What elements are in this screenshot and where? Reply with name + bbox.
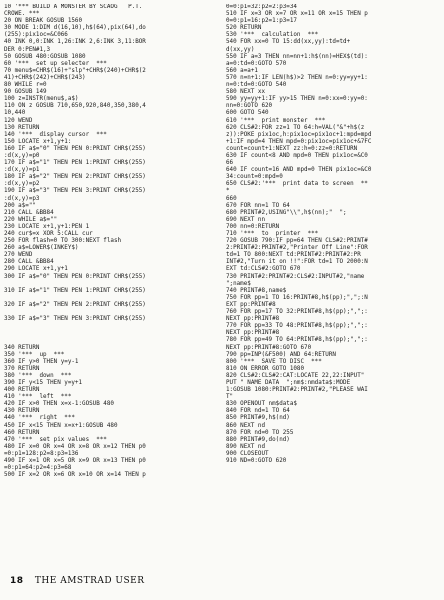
page-footer bbox=[10, 576, 145, 586]
code-line: 450 IF x<15 THEN x=x+1:GOSUB 480 bbox=[4, 422, 118, 429]
publication-name: THE AMSTRAD USER bbox=[34, 576, 145, 586]
code-line: nn=0:GOTO 620 bbox=[226, 103, 273, 110]
code-line: 130 RETURN bbox=[4, 124, 40, 131]
code-line: 470 '*** set pix values *** bbox=[4, 436, 107, 443]
code-line: 870 FOR nd=0 TO 255 bbox=[226, 429, 294, 436]
code-line: 190 IF a$="3" THEN PEN 3:PRINT CHR$(255) bbox=[4, 188, 146, 195]
code-line: EXT td:CLS#2:GOTO 670 bbox=[226, 266, 301, 273]
code-line: 320 IF a$="2" THEN PEN 2:PRINT CHR$(255) bbox=[4, 301, 146, 308]
code-line: 440 '*** right *** bbox=[4, 415, 75, 422]
code-line: 41)+CHR$(242)+CHR$(243) bbox=[4, 74, 86, 81]
code-line: 80 WHILE r=0 bbox=[4, 82, 47, 89]
code-line: 34:count=0:mpd=0 bbox=[226, 174, 283, 181]
code-line: PUT " NAME DATA ";nm$:nmdata$:MODE bbox=[226, 379, 351, 386]
code-line: 890 NEXT nd bbox=[226, 443, 266, 450]
code-line: 110 ON z GOSUB 710,650,920,840,350,380,4 bbox=[4, 103, 146, 110]
code-line: 270 WEND bbox=[4, 252, 33, 259]
code-line: 240 cur$=x XOR 5:CALL cur bbox=[4, 231, 93, 237]
code-line: 730 PRINT#2:PRINT#2:CLS#2:INPUT#2,"name bbox=[226, 273, 365, 280]
code-line: NEXT pp:PRINT#8 bbox=[226, 330, 280, 337]
code-line: 600 GOTO 540 bbox=[226, 110, 269, 117]
code-line: 640 IF count=16 AND mpd=0 THEN pix1oc=&C0 bbox=[226, 167, 372, 174]
code-line: 160 IF a$="0" THEN PEN 0:PRINT CHR$(255) bbox=[4, 145, 146, 152]
code-line: 840 FOR nd=1 TO 64 bbox=[226, 408, 290, 415]
code-line: 500 IF x=2 OR x=6 OR x=10 OR x=14 THEN p bbox=[4, 472, 146, 479]
code-line: 780 FOR pp=49 TO 64:PRINT#8,h$(pp);",";: bbox=[226, 337, 368, 344]
code-line: 210 CALL &BB84 bbox=[4, 209, 54, 216]
code-line: 230 LOCATE x+1,y+1:PEN 1 bbox=[4, 223, 90, 230]
code-line bbox=[4, 330, 218, 337]
code-line: 10 '*** BUILD A MONSTER BY SCAOG P.T. bbox=[4, 4, 143, 10]
listing-column-right bbox=[226, 4, 440, 560]
code-line: 1:GOSUB 1080:PRINT#2:PRINT#2,"PLEASE WAI bbox=[226, 387, 368, 394]
code-line: 900 CLOSEOUT bbox=[226, 450, 269, 457]
code-line: EXT pp:PRINT#8 bbox=[226, 301, 276, 308]
code-line: 490 IF x=1 OR x=5 OR x=9 OR x=13 THEN p0 bbox=[4, 458, 146, 464]
code-line: +1:IF mpd=4 THEN mpd=0:pix1oc=pix1oc+&7FC bbox=[226, 138, 372, 145]
code-line: 340 RETURN bbox=[4, 344, 40, 351]
code-line: 220 WHILE a$="" bbox=[4, 216, 58, 223]
code-line: 860 NEXT nd bbox=[226, 422, 266, 429]
code-line: 180 IF a$="2" THEN PEN 2:PRINT CHR$(255) bbox=[4, 174, 146, 181]
code-line bbox=[4, 337, 218, 344]
code-line: z)):POKE pix1oc,h:pix1oc=pix1oc+1:mpd=mpd bbox=[226, 131, 372, 138]
code-line: 650 CLS#2:'*** print data to screen ** bbox=[226, 181, 368, 188]
code-line: 40 INK 0,0:INK 1,26:INK 2,6:INK 3,11:BOR bbox=[4, 39, 146, 46]
code-line: 560 a=a+1 bbox=[226, 67, 258, 74]
code-line: 410 '*** left *** bbox=[4, 394, 72, 401]
code-line: 530 '*** calculation *** bbox=[226, 32, 319, 39]
code-line: 880 PRINT#9,do(nd) bbox=[226, 436, 290, 443]
code-line: =0:p1=64:p2=4:p3=68 bbox=[4, 465, 72, 472]
code-line: DER 0:PEN#1,3 bbox=[4, 46, 51, 53]
code-line: INT#2,"Turn it on !!":FOR td=1 TO 2000:N bbox=[226, 259, 368, 266]
code-line: 910 ND=0:GOTO 620 bbox=[226, 458, 287, 464]
code-line: 360 IF y>0 THEN y=y-1 bbox=[4, 358, 79, 365]
code-line: n=0:td=0:GOTO 540 bbox=[226, 82, 287, 89]
code-line: 550 IF a=3 THEN nn=nn+1:h$(nn)=HEX$(td): bbox=[226, 53, 368, 60]
code-line: 520 RETURN bbox=[226, 25, 262, 32]
code-line: 390 IF y<15 THEN y=y+1 bbox=[4, 379, 83, 386]
code-line: 740 PRINT#8,name$ bbox=[226, 287, 287, 294]
code-line: 30 MODE 1:DIM d(16,10),h$(64),pix(64),do bbox=[4, 25, 146, 32]
page-number: 18 bbox=[10, 576, 24, 586]
code-line: (255):pix1oc=&C066 bbox=[4, 32, 68, 39]
code-line: ";name$ bbox=[226, 280, 251, 287]
code-line: 370 RETURN bbox=[4, 365, 40, 372]
code-line: 610 '*** print monster *** bbox=[226, 117, 326, 124]
code-line: 150 LOCATE x+1,y+1: bbox=[4, 138, 72, 145]
code-line bbox=[4, 323, 218, 330]
code-line: 630 IF count<8 AND mpd=0 THEN pix1oc=&C0 bbox=[226, 152, 368, 159]
code-line: 350 '*** up *** bbox=[4, 351, 65, 358]
code-line: :d(x,y)=p1 bbox=[4, 167, 40, 174]
code-line: 430 RETURN bbox=[4, 408, 40, 415]
code-line: 250 FOR flash=0 TO 300:NEXT flash bbox=[4, 238, 122, 245]
code-line: 290 LOCATE x+1,y+1 bbox=[4, 266, 68, 273]
code-line: 0=0:p1=32:p2=2:p3=34 bbox=[226, 4, 297, 10]
code-line bbox=[4, 309, 218, 316]
code-line: 790 pp=INP(&F500) AND 64:RETURN bbox=[226, 351, 336, 358]
code-line: td=1 TO 800:NEXT td:PRINT#2:PRINT#2:PR bbox=[226, 252, 361, 259]
code-line: 0=0:p1=16:p2=1:p3=17 bbox=[226, 18, 297, 25]
code-line: 620 CLS#2:FOR zz=1 TO 64:h=VAL("&"+h$(z bbox=[226, 124, 365, 131]
code-line: :d(x,y)=p2 bbox=[4, 181, 40, 188]
code-line: 680 PRINT#2,USING"\\",h$(nn);" "; bbox=[226, 209, 347, 216]
code-line: 60 '*** set up selecter *** bbox=[4, 60, 107, 67]
code-line: 480 IF x=0 OR x=4 OR x=8 OR x=12 THEN p0 bbox=[4, 443, 146, 450]
code-line: 120 WEND bbox=[4, 117, 33, 124]
code-line: 420 IF x>0 THEN x=x-1:GOSUB 480 bbox=[4, 401, 114, 408]
code-line: 330 IF a$="3" THEN PEN 3:PRINT CHR$(255) bbox=[4, 316, 146, 323]
code-line: 200 a$="" bbox=[4, 202, 36, 209]
code-line: T" bbox=[226, 394, 234, 401]
code-line: count=count+1:NEXT zz:h=0:zz=0:RETURN bbox=[226, 145, 358, 152]
code-line: 280 CALL &BB84 bbox=[4, 259, 54, 266]
code-line: d(xx,yy) bbox=[226, 46, 255, 53]
code-line: 90 GOSUB 149 bbox=[4, 89, 47, 96]
code-line: * bbox=[226, 188, 230, 195]
code-line: :d(x,y)=p0 bbox=[4, 152, 40, 159]
code-line: 460 RETURN bbox=[4, 429, 40, 436]
code-line: NEXT pp:PRINT#8 bbox=[226, 316, 280, 323]
code-line: 540 FOR xx=0 TO 15:dd(xx,yy):td=td+ bbox=[226, 39, 351, 46]
code-line: 670 FOR nn=1 TO 64 bbox=[226, 202, 290, 209]
code-line: 690 NEXT nn bbox=[226, 216, 266, 223]
code-line: 570 n=n+1:IF LEN(h$)>2 THEN n=0:yy=yy+1: bbox=[226, 74, 368, 81]
code-line: 810 ON ERROR GOTO 1080 bbox=[226, 365, 305, 372]
code-line: a=0:td=0:GOTO 570 bbox=[226, 60, 287, 67]
code-line: CROWE. *** bbox=[4, 11, 40, 18]
code-line: 750 FOR pp=1 TO 16:PRINT#8,h$(pp);",";:N bbox=[226, 294, 368, 301]
code-line: 590 yy=yy+1:IF yy>15 THEN n=0:xx=0:yy=0: bbox=[226, 96, 368, 103]
code-line: 700 nn=0:RETURN bbox=[226, 223, 280, 230]
code-line: 660 bbox=[226, 195, 241, 202]
code-line: 850 PRINT#9,h$(nd) bbox=[226, 415, 290, 422]
code-line: NEXT pp:PRINT#8:GOTO 670 bbox=[226, 344, 312, 351]
code-line: 710 '*** to printer *** bbox=[226, 231, 319, 237]
code-line: 260 a$=LOWER$(INKEY$) bbox=[4, 245, 79, 252]
code-line: 720 GOSUB 790:IF pp=64 THEN CLS#2:PRINT# bbox=[226, 238, 368, 245]
code-line: 170 IF a$="1" THEN PEN 1:PRINT CHR$(255) bbox=[4, 160, 146, 167]
code-line: 2:PRINT#2:PRINT#2,"Printer Off Line":FOR bbox=[226, 245, 368, 252]
code-line: 760 FOR pp=17 TO 32:PRINT#8,h$(pp);",";: bbox=[226, 309, 368, 316]
code-line: 66 bbox=[226, 160, 234, 167]
listing-column-left bbox=[4, 4, 218, 560]
code-line: 830 OPENOUT nm$data$ bbox=[226, 401, 297, 408]
code-line: 310 IF a$="1" THEN PEN 1:PRINT CHR$(255) bbox=[4, 287, 146, 294]
code-line: 800 '*** SAVE TO DISC *** bbox=[226, 358, 322, 365]
code-line: 770 FOR pp=33 TO 48:PRINT#8,h$(pp);",";: bbox=[226, 323, 368, 330]
code-line: 20 ON BREAK GOSUB 1560 bbox=[4, 18, 83, 25]
code-line bbox=[4, 281, 218, 288]
code-line: 580 NEXT xx bbox=[226, 89, 266, 96]
code-line: 380 '*** down *** bbox=[4, 372, 72, 379]
code-line: 820 CLS#2:CLS#2:CAT:LOCATE 22,22:INPUT" bbox=[226, 372, 365, 379]
code-line: 400 RETURN bbox=[4, 387, 40, 394]
code-line: 50 GOSUB 480:GOSUB 1080 bbox=[4, 53, 86, 60]
code-line: 70 menu$=CHR$(16)+"slp"+CHR$(240)+CHR$(2 bbox=[4, 67, 146, 74]
code-line: :d(x,y)=p3 bbox=[4, 195, 40, 202]
code-line: =0:p1=128:p2=8:p3=136 bbox=[4, 450, 79, 457]
code-line: 100 z=INSTR(menu$,a$) bbox=[4, 96, 79, 103]
code-line bbox=[4, 295, 218, 302]
code-line: 510 IF x=3 OR x=7 OR x=11 OR x=15 THEN p bbox=[226, 11, 368, 18]
code-line: 300 IF a$="0" THEN PEN 0:PRINT CHR$(255) bbox=[4, 273, 146, 280]
code-line: 10,440 bbox=[4, 110, 26, 117]
code-line: 140 '*** display cursor *** bbox=[4, 131, 107, 138]
